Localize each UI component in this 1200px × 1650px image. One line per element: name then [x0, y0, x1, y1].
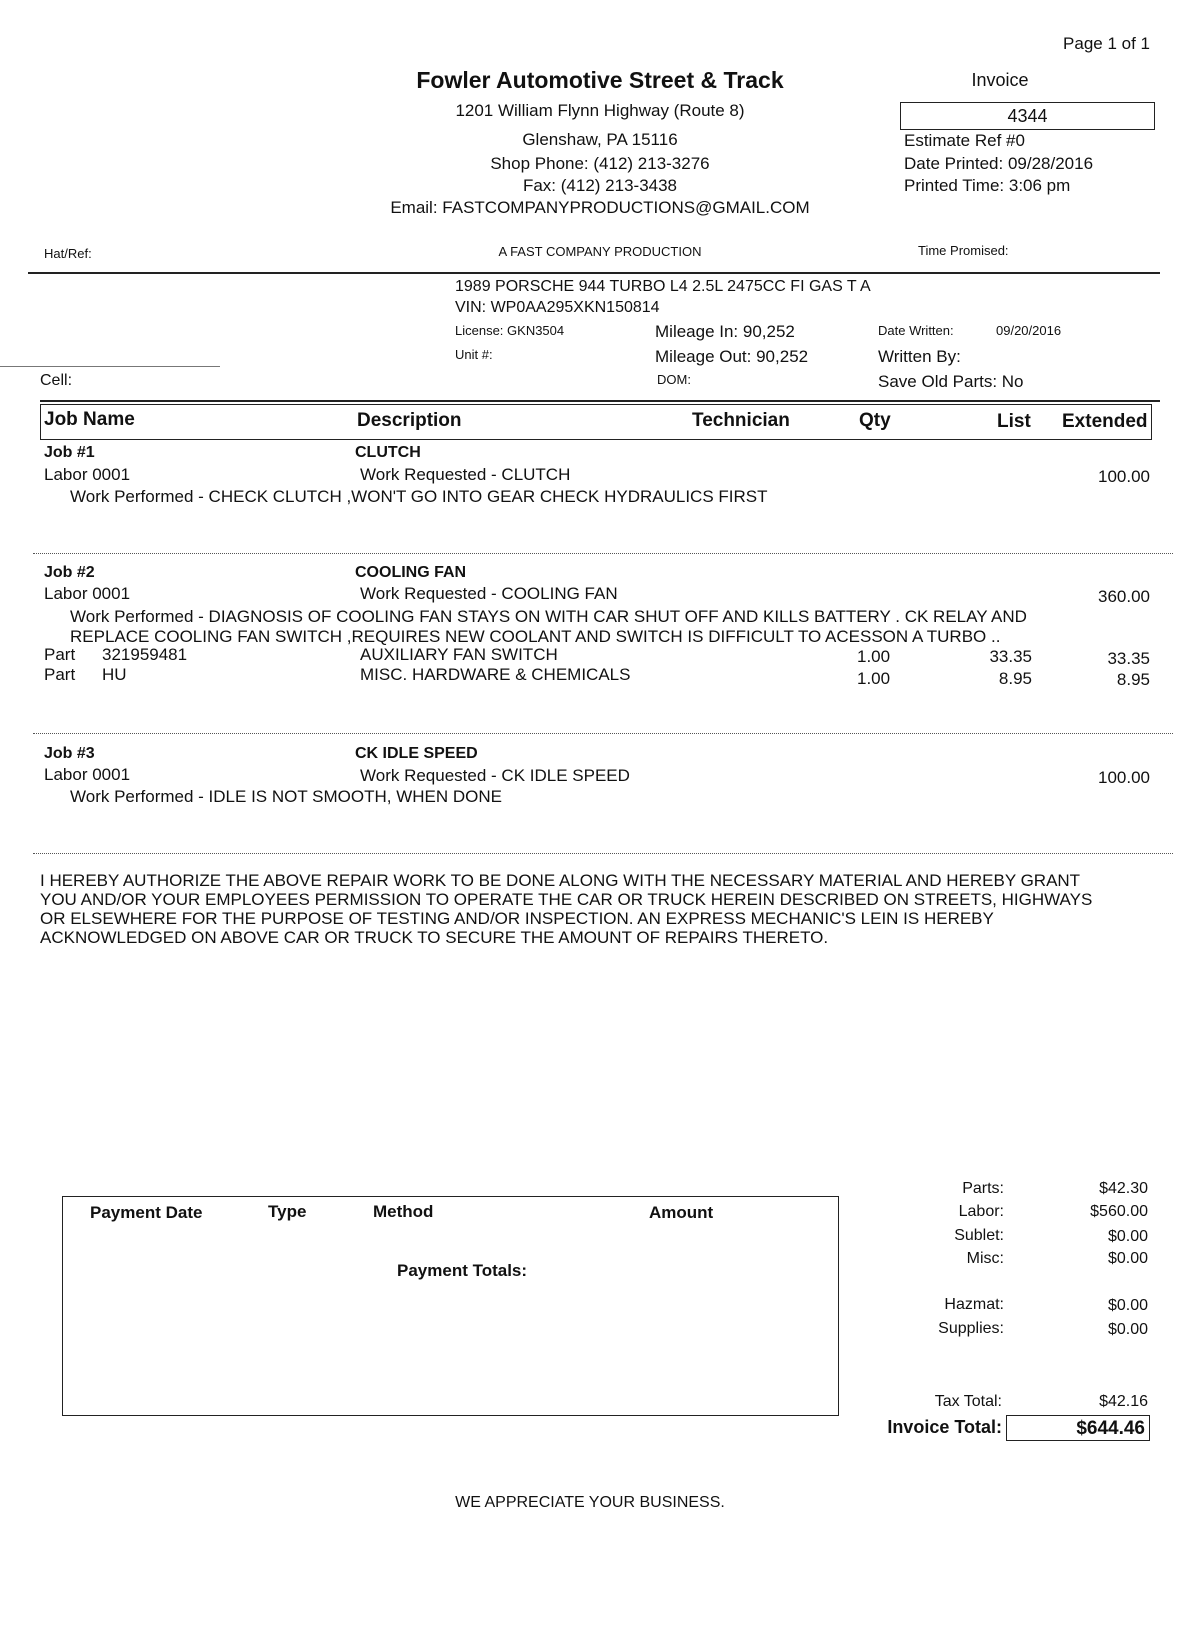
job-title: COOLING FAN: [355, 564, 467, 581]
date-printed: Date Printed: 09/28/2016: [904, 154, 1094, 173]
shop-address-line1: 1201 William Flynn Highway (Route 8): [455, 101, 745, 120]
shop-name: Fowler Automotive Street & Track: [416, 67, 784, 93]
supplies-total-label: Supplies:: [938, 1320, 1004, 1337]
part-list: 8.95: [998, 669, 1032, 688]
misc-total-value: $0.00: [1107, 1250, 1148, 1267]
estimate-ref: Estimate Ref #0: [904, 131, 1025, 150]
col-qty: Qty: [859, 410, 891, 431]
shop-phone: Shop Phone: (412) 213-3276: [490, 154, 710, 173]
part-description: MISC. HARDWARE & CHEMICALS: [360, 665, 631, 684]
vehicle-description: 1989 PORSCHE 944 TURBO L4 2.5L 2475CC FI GAS T A: [455, 278, 871, 295]
page-number: Page 1 of 1: [1063, 34, 1150, 53]
job-number: Job #2: [44, 564, 95, 581]
sublet-total-value: $0.00: [1107, 1228, 1148, 1245]
invoice-number: 4344: [900, 102, 1155, 130]
cell-label: Cell:: [40, 372, 73, 389]
labor-line-label: Labor 0001: [44, 584, 131, 603]
labor-extended: 100.00: [1098, 467, 1150, 486]
col-job-name: Job Name: [44, 409, 135, 430]
invoice-total-label: Invoice Total:: [887, 1417, 1002, 1437]
tax-total-value: $42.16: [1099, 1393, 1148, 1410]
col-description: Description: [357, 410, 462, 431]
table-header: [40, 404, 1152, 440]
part-number: 321959481: [102, 645, 188, 664]
part-extended: 8.95: [1116, 670, 1150, 689]
payment-amount-header: Amount: [649, 1203, 714, 1222]
work-performed: Work Performed - IDLE IS NOT SMOOTH, WHEN DONE: [70, 787, 502, 806]
sublet-total-label: Sublet:: [954, 1227, 1004, 1244]
part-description: AUXILIARY FAN SWITCH: [360, 645, 558, 664]
hazmat-total-label: Hazmat:: [944, 1296, 1004, 1313]
work-performed: Work Performed - DIAGNOSIS OF COOLING FAN STAYS ON WITH CAR SHUT OFF AND KILLS BATTERY . CK RELAY AND: [70, 607, 1027, 626]
job-title: CK IDLE SPEED: [355, 745, 478, 762]
shop-address-line2: Glenshaw, PA 15116: [522, 130, 678, 149]
authorization-line: ACKNOWLEDGED ON ABOVE CAR OR TRUCK TO SECURE THE AMOUNT OF REPAIRS THERETO.: [40, 928, 829, 947]
labor-description: Work Requested - CLUTCH: [360, 465, 571, 484]
part-qty: 1.00: [857, 647, 891, 666]
mileage-out: Mileage Out: 90,252: [655, 347, 809, 366]
job-separator: [33, 733, 1173, 734]
vehicle-unit: Unit #:: [455, 347, 493, 362]
invoice-total-value: $644.46: [1006, 1415, 1150, 1441]
authorization-text: [40, 871, 1180, 947]
col-extended: Extended: [1062, 411, 1148, 432]
time-promised-label: Time Promised:: [918, 243, 1009, 258]
part-number: HU: [102, 665, 127, 684]
parts-total-value: $42.30: [1099, 1180, 1148, 1197]
vehicle-vin: VIN: WP0AA295XKN150814: [455, 299, 660, 316]
supplies-total-value: $0.00: [1107, 1321, 1148, 1338]
hazmat-total-value: $0.00: [1107, 1297, 1148, 1314]
part-qty: 1.00: [857, 669, 891, 688]
labor-total-value: $560.00: [1090, 1203, 1148, 1220]
labor-extended: 100.00: [1098, 768, 1150, 787]
save-old-parts: Save Old Parts: No: [878, 372, 1024, 391]
col-list: List: [997, 411, 1031, 432]
labor-line-label: Labor 0001: [44, 765, 131, 784]
printed-time: Printed Time: 3:06 pm: [904, 176, 1071, 195]
shop-email: Email: FASTCOMPANYPRODUCTIONS@GMAIL.COM: [390, 198, 810, 217]
part-extended: 33.35: [1107, 649, 1150, 668]
authorization-line: YOU AND/OR YOUR EMPLOYEES PERMISSION TO OPERATE THE CAR OR TRUCK HEREIN DESCRIBED ON STREETS, HIGHWAYS: [40, 890, 1093, 909]
part-list: 33.35: [989, 647, 1032, 666]
part-label: Part: [44, 665, 76, 684]
shop-fax: Fax: (412) 213-3438: [522, 176, 678, 195]
table-top-rule: [40, 400, 1160, 402]
job-separator: [33, 553, 1173, 554]
labor-line-label: Labor 0001: [44, 465, 131, 484]
parts-total-label: Parts:: [962, 1180, 1004, 1197]
labor-extended: 360.00: [1098, 587, 1150, 606]
labor-description: Work Requested - COOLING FAN: [360, 584, 618, 603]
job-title: CLUTCH: [355, 444, 421, 461]
date-written-value: 09/20/2016: [996, 323, 1062, 338]
authorization-line: OR ELSEWHERE FOR THE PURPOSE OF TESTING AND/OR INSPECTION. AN EXPRESS MECHANIC'S LEIN IS HEREBY: [40, 909, 994, 928]
authorization-line: I HEREBY AUTHORIZE THE ABOVE REPAIR WORK TO BE DONE ALONG WITH THE NECESSARY MATERIAL AND HEREBY GRANT: [40, 871, 1081, 890]
dom-label: DOM:: [657, 372, 691, 387]
labor-description: Work Requested - CK IDLE SPEED: [360, 766, 630, 785]
payment-box: [62, 1196, 839, 1416]
header-divider: [28, 272, 1160, 274]
redacted-customer-block: [0, 276, 220, 367]
written-by: Written By:: [878, 347, 961, 366]
mileage-in: Mileage In: 90,252: [655, 322, 795, 341]
labor-total-label: Labor:: [958, 1203, 1004, 1220]
misc-total-label: Misc:: [966, 1250, 1004, 1267]
payment-date-header: Payment Date: [90, 1203, 203, 1222]
col-technician: Technician: [692, 410, 790, 431]
part-label: Part: [44, 645, 76, 664]
tax-total-label: Tax Total:: [934, 1393, 1002, 1410]
work-performed: Work Performed - CHECK CLUTCH ,WON'T GO INTO GEAR CHECK HYDRAULICS FIRST: [70, 487, 768, 506]
footer-message: WE APPRECIATE YOUR BUSINESS.: [455, 1494, 725, 1511]
vehicle-license: License: GKN3504: [455, 323, 565, 338]
job-separator: [33, 853, 1173, 854]
work-performed: REPLACE COOLING FAN SWITCH ,REQUIRES NEW COOLANT AND SWITCH IS DIFFICULT TO ACESSON A TURBO ..: [70, 627, 1001, 646]
invoice-label: Invoice: [971, 70, 1029, 90]
job-number: Job #3: [44, 745, 95, 762]
date-written-label: Date Written:: [878, 323, 954, 338]
production-label: A FAST COMPANY PRODUCTION: [498, 244, 702, 259]
job-number: Job #1: [44, 444, 95, 461]
hat-ref-label: Hat/Ref:: [44, 246, 92, 261]
payment-type-header: Type: [268, 1202, 307, 1221]
payment-totals-label: Payment Totals:: [397, 1261, 528, 1280]
payment-method-header: Method: [373, 1202, 434, 1221]
